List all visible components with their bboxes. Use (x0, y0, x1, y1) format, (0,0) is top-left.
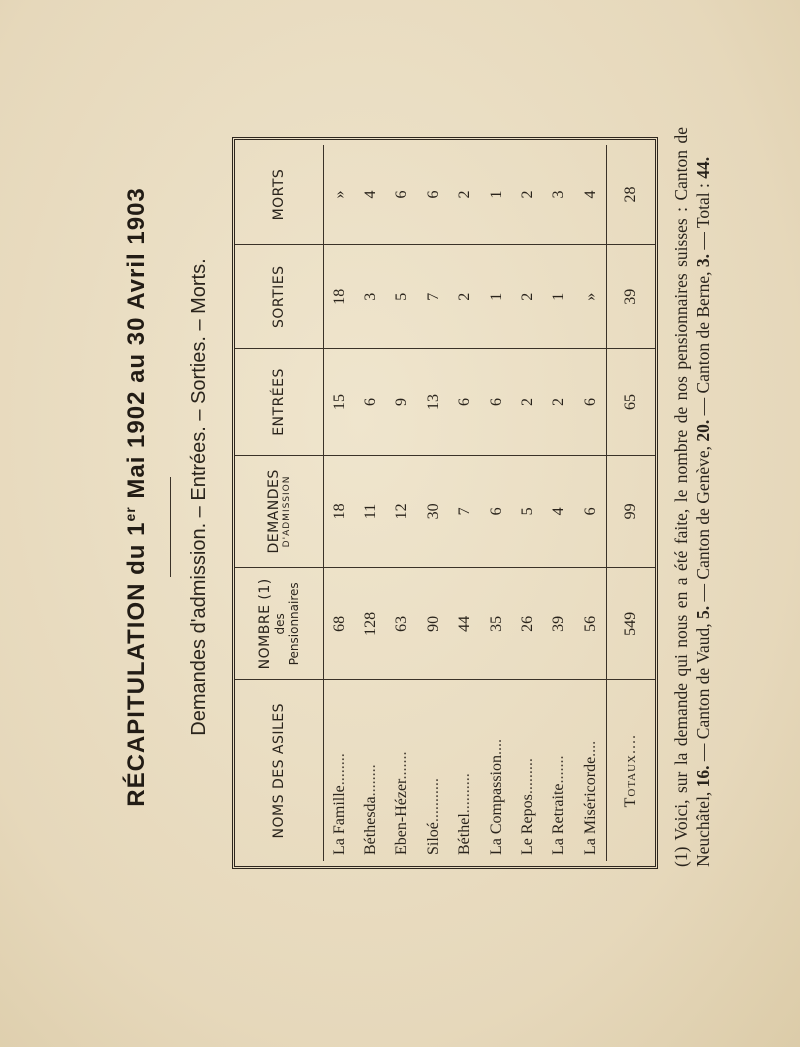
table-row (481, 145, 512, 861)
pensionnaires-cell: 44 (449, 568, 480, 680)
total-demandes: 99 (607, 455, 655, 568)
asile-name: Eben-Hézer....... (393, 751, 411, 855)
morts-cell: 2 (449, 145, 480, 245)
totals-label: Totaux.... (607, 680, 655, 861)
entrees-cell: 9 (387, 349, 418, 455)
pensionnaires-cell: 63 (387, 568, 418, 680)
pensionnaires-cell: 68 (324, 568, 356, 680)
sorties-cell: 2 (449, 245, 480, 349)
demandes-cell: 12 (387, 455, 418, 568)
demandes-cell: 30 (418, 455, 449, 568)
sorties-cell: 7 (418, 245, 449, 349)
demandes-cell: 4 (544, 455, 575, 568)
demandes-cell: 11 (355, 455, 386, 568)
table-row (449, 145, 480, 861)
totals-row (607, 145, 655, 861)
sorties-cell: 1 (544, 245, 575, 349)
pensionnaires-cell: 56 (575, 568, 607, 680)
table-row (355, 145, 386, 861)
page-subtitle: Demandes d'admission. – Entrées. – Sorties. – Morts. (188, 258, 210, 736)
entrees-cell: 2 (512, 349, 543, 455)
table-header-row (235, 145, 324, 861)
table-row (387, 145, 418, 861)
entrees-cell: 6 (449, 349, 480, 455)
table-row (512, 145, 543, 861)
pensionnaires-cell: 26 (512, 568, 543, 680)
morts-cell: 6 (387, 145, 418, 245)
asile-name: La Famille........ (330, 753, 348, 855)
asile-name: La Retraite....... (550, 755, 568, 855)
title-divider (170, 477, 171, 577)
demandes-cell: 5 (512, 455, 543, 568)
header-pensionnaires: NOMBRE (1) des Pensionnaires (235, 568, 324, 680)
header-morts: MORTS (235, 145, 324, 245)
total-sorties: 39 (607, 245, 655, 349)
pensionnaires-cell: 90 (418, 568, 449, 680)
sorties-cell: » (575, 245, 607, 349)
total-morts: 28 (607, 145, 655, 245)
table-row (575, 145, 607, 861)
asile-name: La Miséricorde.... (581, 740, 599, 855)
morts-cell: 1 (481, 145, 512, 245)
morts-cell: » (324, 145, 356, 245)
asile-name: Béthel.......... (456, 773, 474, 855)
asile-name: Béthesda........ (362, 764, 380, 855)
count-vaud: 5. (693, 605, 713, 619)
page-title: RÉCAPITULATION du 1er Mai 1902 au 30 Avril 1903 (122, 187, 150, 807)
sorties-cell: 2 (512, 245, 543, 349)
footnote: (1) Voici, sur la demande qui nous en a été faite, le nombre de nos pensionnaires suisses : Canton de Neuchâtel, 16. — Canton de Vaud, 5. — Canton de Genève, 20. — Canton de Berne, 3. — Total : 44. (671, 127, 713, 867)
table-row (324, 145, 356, 861)
morts-cell: 4 (355, 145, 386, 245)
demandes-cell: 7 (449, 455, 480, 568)
morts-cell: 2 (512, 145, 543, 245)
pensionnaires-cell: 35 (481, 568, 512, 680)
recap-table (235, 145, 655, 861)
count-total: 44. (693, 156, 713, 179)
morts-cell: 4 (575, 145, 607, 245)
entrees-cell: 6 (575, 349, 607, 455)
entrees-cell: 2 (544, 349, 575, 455)
count-neuchatel: 16. (693, 765, 713, 788)
demandes-cell: 6 (481, 455, 512, 568)
header-entrees: ENTRÉES (235, 349, 324, 455)
pensionnaires-cell: 128 (355, 568, 386, 680)
count-berne: 3. (693, 253, 713, 268)
total-pensionnaires: 549 (607, 568, 655, 680)
sorties-cell: 5 (387, 245, 418, 349)
header-sorties: SORTIES (235, 245, 324, 349)
total-entrees: 65 (607, 349, 655, 455)
sorties-cell: 3 (355, 245, 386, 349)
entrees-cell: 6 (355, 349, 386, 455)
header-name: NOMS DES ASILES (235, 680, 324, 861)
asile-name: Siloé........... (424, 778, 442, 855)
asile-name: La Compassion.... (487, 739, 505, 855)
demandes-cell: 6 (575, 455, 607, 568)
asile-name: Le Repos......... (518, 758, 536, 855)
sorties-cell: 18 (324, 245, 356, 349)
demandes-cell: 18 (324, 455, 356, 568)
entrees-cell: 13 (418, 349, 449, 455)
table-row (544, 145, 575, 861)
header-demandes: DEMANDES D'ADMISSION (235, 455, 324, 568)
table-row (418, 145, 449, 861)
entrees-cell: 15 (324, 349, 356, 455)
morts-cell: 3 (544, 145, 575, 245)
pensionnaires-cell: 39 (544, 568, 575, 680)
morts-cell: 6 (418, 145, 449, 245)
title-superscript: er (122, 506, 138, 522)
entrees-cell: 6 (481, 349, 512, 455)
count-geneve: 20. (693, 419, 713, 442)
sorties-cell: 1 (481, 245, 512, 349)
